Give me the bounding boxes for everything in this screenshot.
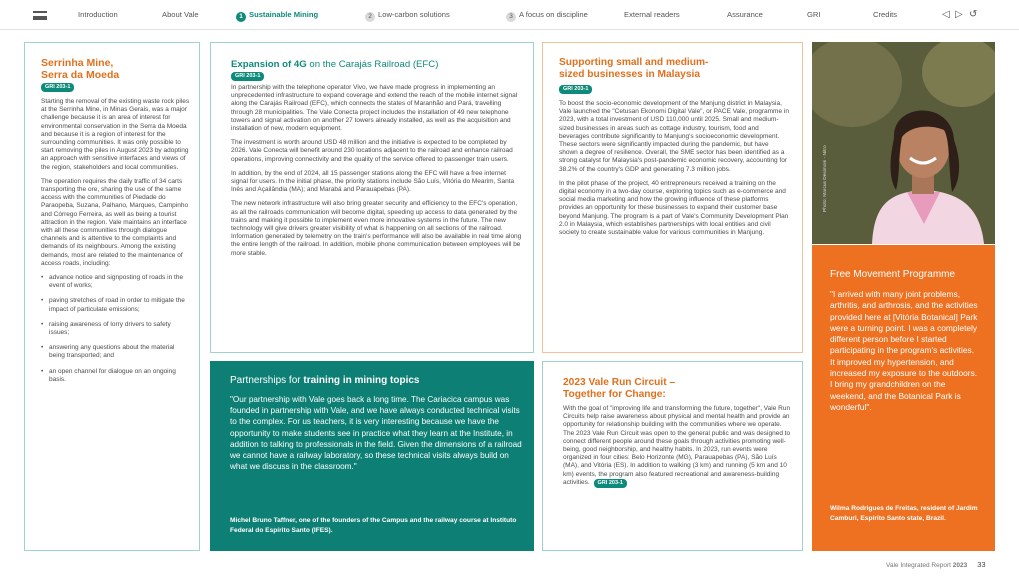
nav-sustainable-mining[interactable] xyxy=(236,10,318,22)
paragraph: Starting the removal of the existing waste rock piles at the Serrinha Mine, in Minas Gerais, was a major challenge because it is an area of interest for environmental conservation in the Serra da Moeda and because it is a region of interest for the surrounding communities. It was only possible to start removing the piles in August 2023 by adopting an approach with sensitive interfaces and views of the region, stakeholders and local communities. xyxy=(41,98,190,171)
title-line: Together for Change: xyxy=(563,389,666,400)
nav-label: Low-carbon solutions xyxy=(378,10,450,19)
title-bold: Expansion of 4G xyxy=(231,59,307,70)
nav-credits[interactable]: Credits xyxy=(873,10,898,19)
list-item: • advance notice and signposting of roads in the event of works; xyxy=(41,274,191,290)
paragraph xyxy=(563,405,791,488)
list-item: • an open channel for dialogue on an ongoing basis. xyxy=(41,368,191,384)
nav-about-vale[interactable]: About Vale xyxy=(162,10,199,19)
nav-label: Sustainable Mining xyxy=(249,10,319,19)
gri-badge: GRI 203-1 xyxy=(559,85,592,94)
title-line: 2023 Vale Run Circuit – xyxy=(563,377,676,388)
nav-external-readers[interactable]: External readers xyxy=(624,10,680,19)
report-name: Vale Integrated Report xyxy=(886,562,951,569)
demands-list xyxy=(41,274,191,384)
paragraph: To boost the socio-economic development of the Manjung district in Malaysia, Vale launched the "Cetusan Ekonomi Digital Vale", or PACE Vale, programme in 2023, with a total investment of USD 110,000 until 2025. Small and medium-sized businesses in areas such as cottage industry, tourism, food and beverages contribute significantly to Manjung's socioeconomic development. These sectors were significantly impacted during the pandemic, but have shown a degree of resilience. Overall, the SME sector has been identified as a strong catalyst for Malaysia's post-pandemic economic recovery, accounting for 38.2% of the country's GDP and generating 7.3 million jobs. xyxy=(559,100,789,173)
chapter-number: 2 xyxy=(365,12,375,22)
partnerships-title xyxy=(230,375,419,386)
list-item: • paving stretches of road in order to mitigate the impact of particulate emissions; xyxy=(41,297,191,313)
nav-gri[interactable]: GRI xyxy=(807,10,821,19)
paragraph-text: With the goal of "improving life and transforming the future, together", Vale Run Circuits help raise awareness about physical and mental health and provide an opportunity for relationship building with the communities where we operate. The 2023 Vale Run Circuit was open to the general public and was designed to connect different people around these goals through activities promoting well-being, good neighborship, and healthy habits. In 2023, run events were organized in four cities: Belo Horizonte (MG), Parauapebas (PA), São Luís (MA), and Vitória (ES). In addition to walking (3 km) and running (5 km and 10 km) events, the program also featured recreational and awareness-building activities. xyxy=(563,405,791,486)
partnerships-quote: "Our partnership with Vale goes back a long time. The Cariacica campus was founded in partnership with Vale, and we have always conducted technical visits to the complex. For us teachers, it is very interesting because we have the opportunity to make students see in practice what they learn at the Institute, in addition to talking to professionals in the field. Given the dimensions of a railroad we cannot have a railway laboratory, so these technical visits always build on what we discuss in the classroom." xyxy=(230,395,522,472)
free-movement-author: Wilma Rodrigues de Freitas, resident of Jardim Camburi, Espírito Santo state, Brazil. xyxy=(830,505,978,522)
serrinha-content xyxy=(41,57,191,391)
title-line: Supporting small and medium- xyxy=(559,57,709,68)
title-plain: Partnerships for xyxy=(230,375,304,386)
malaysia-title xyxy=(559,57,789,81)
paragraph: The new network infrastructure will also bring greater security and efficiency to the EFC's operation, as all the railroads communication will become digital, speeding up access to data generated by the trains and making it possible to implement even more innovative systems in the future. The new technology will give drivers greater visibility of what is happening on all sections of the railroad. Information generated by telemetry on the train's performance will also be available in real time along the entire length of the railroad. In addition, mobile phone communication between employees will be more stable. xyxy=(231,200,522,257)
paragraph: In addition, by the end of 2024, all 15 passenger stations along the EFC will have a free internet signal for users. In the initial phase, the priority stations include São Luís, Vitória do Mearim, Santa Inês and Açailândia (MA); and Marabá and Parauapebas (PA). xyxy=(231,169,515,194)
free-movement-box xyxy=(812,245,995,551)
title-rest: on the Carajás Railroad (EFC) xyxy=(306,59,439,70)
partnerships-author: Michel Bruno Taffner, one of the founders of the Campus and the railway course at Instituto Federal do Espírito Santo (IFES). xyxy=(230,517,517,534)
title-line: Serrinha Mine, xyxy=(41,57,114,69)
back-icon[interactable]: ↺ xyxy=(969,9,978,20)
portrait-illustration xyxy=(812,42,995,244)
report-year: 2023 xyxy=(952,562,968,569)
paragraph: In partnership with the telephone operator Vivo, we have made progress in implementing an unprecedented infrastructure to expand coverage and extend the reach of the mobile internet signal along the Carajás Railroad (EFC), which connects the states of Maranhão and Pará, travelling through 28 municipalities. The Vale Conecta project includes the installation of 49 new telephone towers and signal activation on another 27 towers already installed, as well as the acquisition and installation of new, modern equipment. xyxy=(231,84,518,133)
gri-badge: GRI 203-1 xyxy=(41,83,74,92)
chapter-number: 3 xyxy=(506,12,516,22)
previous-page-icon[interactable]: ◁ xyxy=(942,9,950,20)
title-bold: training in mining topics xyxy=(303,375,420,386)
page-number: 33 xyxy=(977,560,986,569)
list-item: • answering any questions about the material being transported; and xyxy=(41,344,191,360)
nav-assurance[interactable]: Assurance xyxy=(727,10,763,19)
title-line: Serra da Moeda xyxy=(41,69,120,81)
paragraph: In the pilot phase of the project, 40 entrepreneurs received a training on the digital economy in a two-day course, exploring topics such as e-commerce and social media marketing and how the growing influence of these platforms provides an opportunity for these businesses to expand their customer base beyond Manjung. The program is a part of Vale's Community Development Plan 2.0 in Malaysia, which establishes partnerships with local entities and civil society to create sustainable value for various communities in Manjung. xyxy=(559,179,789,237)
run-circuit-content xyxy=(563,377,791,488)
top-navigation xyxy=(0,0,1019,30)
gri-badge: GRI 203-1 xyxy=(594,479,627,488)
partnerships-box xyxy=(210,361,534,551)
nav-low-carbon[interactable] xyxy=(365,10,450,22)
serrinha-title xyxy=(41,57,191,81)
portrait-photo xyxy=(812,42,995,244)
next-page-icon[interactable]: ▷ xyxy=(955,9,963,20)
chapter-number: 1 xyxy=(236,12,246,22)
nav-label: A focus on discipline xyxy=(519,10,588,19)
paragraph: The investment is worth around USD 48 million and the initiative is expected to be completed by 2026. Vale Conecta will benefit around 230 locations adjacent to the railroad and enhance railroad operations, improving connectivity and the quality of the service offered to passenger train users. xyxy=(231,139,513,163)
expansion-4g-content xyxy=(231,59,524,264)
menu-icon[interactable] xyxy=(33,11,47,20)
free-movement-title: Free Movement Programme xyxy=(830,269,956,280)
paragraph: The operation requires the daily traffic of 34 carts transporting the ore, sharing the use of the same access with the communities of Piedade do Paraopeba, Suzana, Palhano, Marques, Campinho and Córrego Ferreira, as well as being a tourist attraction in the region. Vale maintains an interface with all these communities through dialogue channels and is attentive to the complaints and demands of its neighbours. Among the existing demands, most are related to the maintenance of access roads, including: xyxy=(41,177,189,267)
title-line: sized businesses in Malaysia xyxy=(559,69,700,80)
run-circuit-title xyxy=(563,377,791,401)
expansion-4g-title xyxy=(231,59,524,71)
list-item: • raising awareness of lorry drivers to safety issues; xyxy=(41,321,191,337)
gri-badge: GRI 203-1 xyxy=(231,72,264,81)
malaysia-content xyxy=(559,57,789,243)
nav-introduction[interactable]: Introduction xyxy=(78,10,118,19)
photo-credit: Photo: Marcus Desimoni - Nitro xyxy=(823,145,828,212)
nav-discipline[interactable] xyxy=(506,10,588,22)
free-movement-quote: "I arrived with many joint problems, arthritis, and arthrosis, and the activities provided here at [Vitória Botanical] Park were a turning point. I was a completely different person before I started participating in the program's activities. It improved my hypertension, and increased my exposure to the outdoors. I bring my grandchildren on the weekend, and the Botanical Park is wonderful". xyxy=(830,289,978,412)
footer xyxy=(886,560,986,569)
